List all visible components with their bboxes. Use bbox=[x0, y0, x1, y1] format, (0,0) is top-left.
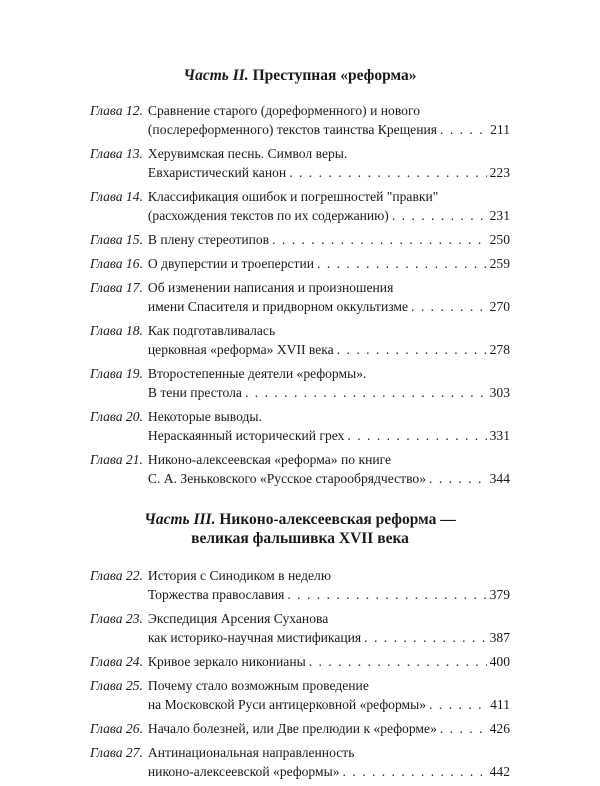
part-name: Преступная «реформа» bbox=[252, 67, 417, 84]
page-number: 331 bbox=[489, 428, 510, 443]
chapter-title-line: Второстепенные деятели «реформы». bbox=[147, 366, 367, 381]
chapter-title-line: Экспедиция Арсения Суханова bbox=[147, 611, 329, 626]
chapter-title-line: (расхождения текстов по их содержанию) bbox=[147, 208, 389, 223]
page-number: 231 bbox=[489, 208, 510, 223]
leader-dots bbox=[364, 628, 486, 647]
chapter-number: Глава 15. bbox=[90, 232, 143, 247]
part-label: Часть III. bbox=[144, 511, 216, 528]
chapter-title-line: Херувимская песнь. Символ веры. bbox=[147, 146, 348, 161]
leader-dots bbox=[347, 426, 486, 445]
chapter-title-line: Начало болезней, или Две прелюдии к «реформе» bbox=[147, 721, 437, 736]
page-number: 411 bbox=[490, 697, 510, 712]
chapter-title-line: церковная «реформа» XVII века bbox=[147, 342, 334, 357]
part-ii-title bbox=[90, 66, 510, 85]
part-name: Никоно-алексеевская реформа — bbox=[219, 511, 456, 528]
chapter-title bbox=[148, 254, 510, 273]
leader-dots bbox=[429, 469, 487, 488]
chapter-title-line: Как подготавливалась bbox=[147, 323, 276, 338]
toc-entry[interactable] bbox=[90, 609, 510, 647]
chapter-number: Глава 23. bbox=[90, 611, 143, 626]
chapter-number: Глава 17. bbox=[90, 280, 143, 295]
chapter-title-line: (послереформенного) текстов таинства Крещения bbox=[147, 122, 438, 137]
toc-entry[interactable] bbox=[90, 743, 510, 781]
chapter-title-line: Об изменении написания и произношения bbox=[147, 280, 394, 295]
chapter-title-line: Антинациональная направленность bbox=[147, 745, 355, 760]
chapter-number: Глава 13. bbox=[90, 146, 143, 161]
toc-entry[interactable] bbox=[90, 566, 510, 604]
page-number: 259 bbox=[489, 256, 510, 271]
chapter-title bbox=[148, 407, 510, 445]
leader-dots bbox=[245, 383, 487, 402]
chapter-title bbox=[148, 101, 510, 139]
chapter-title bbox=[148, 364, 510, 402]
chapter-title bbox=[148, 144, 510, 182]
toc-entry[interactable] bbox=[90, 719, 510, 738]
chapter-number: Глава 14. bbox=[90, 189, 143, 204]
chapter-title bbox=[148, 719, 510, 738]
chapter-title bbox=[148, 566, 510, 604]
chapter-title-line: никоно-алексеевской «реформы» bbox=[147, 764, 340, 779]
toc-list-part-iii bbox=[90, 566, 510, 781]
chapter-title-line: Кривое зеркало никонианы bbox=[147, 654, 306, 669]
leader-dots bbox=[343, 762, 487, 781]
chapter-title bbox=[148, 676, 510, 714]
chapter-title-line: Нераскаянный исторический грех bbox=[147, 428, 345, 443]
page-number: 278 bbox=[489, 342, 510, 357]
chapter-title-line: Торжества православия bbox=[147, 587, 285, 602]
leader-dots bbox=[440, 120, 487, 139]
chapter-title bbox=[148, 321, 510, 359]
toc-entry[interactable] bbox=[90, 187, 510, 225]
page-number: 223 bbox=[489, 165, 510, 180]
leader-dots bbox=[337, 340, 487, 359]
chapter-title-line: История с Синодиком в неделю bbox=[147, 568, 331, 583]
page-number: 211 bbox=[490, 122, 510, 137]
leader-dots bbox=[272, 230, 487, 249]
toc-entry[interactable] bbox=[90, 254, 510, 273]
toc-entry[interactable] bbox=[90, 144, 510, 182]
chapter-title-line: Сравнение старого (дореформенного) и нового bbox=[147, 103, 420, 118]
chapter-number: Глава 22. bbox=[90, 568, 143, 583]
page-number: 250 bbox=[489, 232, 510, 247]
toc-entry[interactable] bbox=[90, 652, 510, 671]
toc-entry[interactable] bbox=[90, 407, 510, 445]
chapter-number: Глава 24. bbox=[90, 654, 143, 669]
chapter-title-line: О двуперстии и троеперстии bbox=[147, 256, 315, 271]
chapter-title bbox=[148, 609, 510, 647]
page-number: 426 bbox=[489, 721, 510, 736]
toc-entry[interactable] bbox=[90, 450, 510, 488]
chapter-title-line: Никоно-алексеевская «реформа» по книге bbox=[147, 452, 392, 467]
chapter-title bbox=[148, 450, 510, 488]
chapter-number: Глава 21. bbox=[90, 452, 143, 467]
leader-dots bbox=[440, 719, 487, 738]
toc-list-part-ii bbox=[90, 101, 510, 488]
part-iii-title bbox=[90, 510, 510, 548]
page-number: 387 bbox=[489, 630, 510, 645]
leader-dots bbox=[309, 652, 487, 671]
page-number: 442 bbox=[489, 764, 510, 779]
toc-entry[interactable] bbox=[90, 230, 510, 249]
part-label: Часть II. bbox=[183, 67, 249, 84]
toc-entry[interactable] bbox=[90, 101, 510, 139]
page-number: 270 bbox=[489, 299, 510, 314]
chapter-title-line: как историко-научная мистификация bbox=[147, 630, 362, 645]
chapter-title-line: Евхаристический канон bbox=[147, 165, 287, 180]
chapter-title-line: Почему стало возможным проведение bbox=[147, 678, 369, 693]
chapter-number: Глава 26. bbox=[90, 721, 143, 736]
chapter-title-line: В тени престола bbox=[147, 385, 242, 400]
chapter-title bbox=[148, 652, 510, 671]
chapter-number: Глава 12. bbox=[90, 103, 143, 118]
chapter-title-line: имени Спасителя и придворном оккультизме bbox=[147, 299, 409, 314]
chapter-title-line: на Московской Руси антицерковной «реформы» bbox=[147, 697, 427, 712]
chapter-title-line: Классификация ошибок и погрешностей "правки" bbox=[147, 189, 439, 204]
toc-entry[interactable] bbox=[90, 676, 510, 714]
chapter-title bbox=[148, 230, 510, 249]
leader-dots bbox=[289, 163, 486, 182]
leader-dots bbox=[317, 254, 487, 273]
chapter-title bbox=[148, 278, 510, 316]
chapter-number: Глава 25. bbox=[90, 678, 143, 693]
leader-dots bbox=[411, 297, 487, 316]
page-number: 344 bbox=[489, 471, 510, 486]
page-number: 303 bbox=[489, 385, 510, 400]
page-number: 400 bbox=[489, 654, 510, 669]
page-number: 379 bbox=[489, 587, 510, 602]
chapter-number: Глава 19. bbox=[90, 366, 143, 381]
toc-entry[interactable] bbox=[90, 278, 510, 316]
chapter-title-line: С. А. Зеньковского «Русское старообрядчество» bbox=[147, 471, 427, 486]
toc-entry[interactable] bbox=[90, 364, 510, 402]
leader-dots bbox=[429, 695, 487, 714]
chapter-title-line: Некоторые выводы. bbox=[147, 409, 262, 424]
chapter-number: Глава 20. bbox=[90, 409, 143, 424]
chapter-title bbox=[148, 187, 510, 225]
chapter-number: Глава 27. bbox=[90, 745, 143, 760]
leader-dots bbox=[287, 585, 486, 604]
chapter-title-line: В плену стереотипов bbox=[147, 232, 270, 247]
table-of-contents-page bbox=[90, 66, 510, 786]
part-name-line2: великая фальшивка XVII века bbox=[191, 530, 409, 547]
chapter-number: Глава 18. bbox=[90, 323, 143, 338]
toc-entry[interactable] bbox=[90, 321, 510, 359]
leader-dots bbox=[392, 206, 487, 225]
chapter-title bbox=[148, 743, 510, 781]
chapter-number: Глава 16. bbox=[90, 256, 143, 271]
